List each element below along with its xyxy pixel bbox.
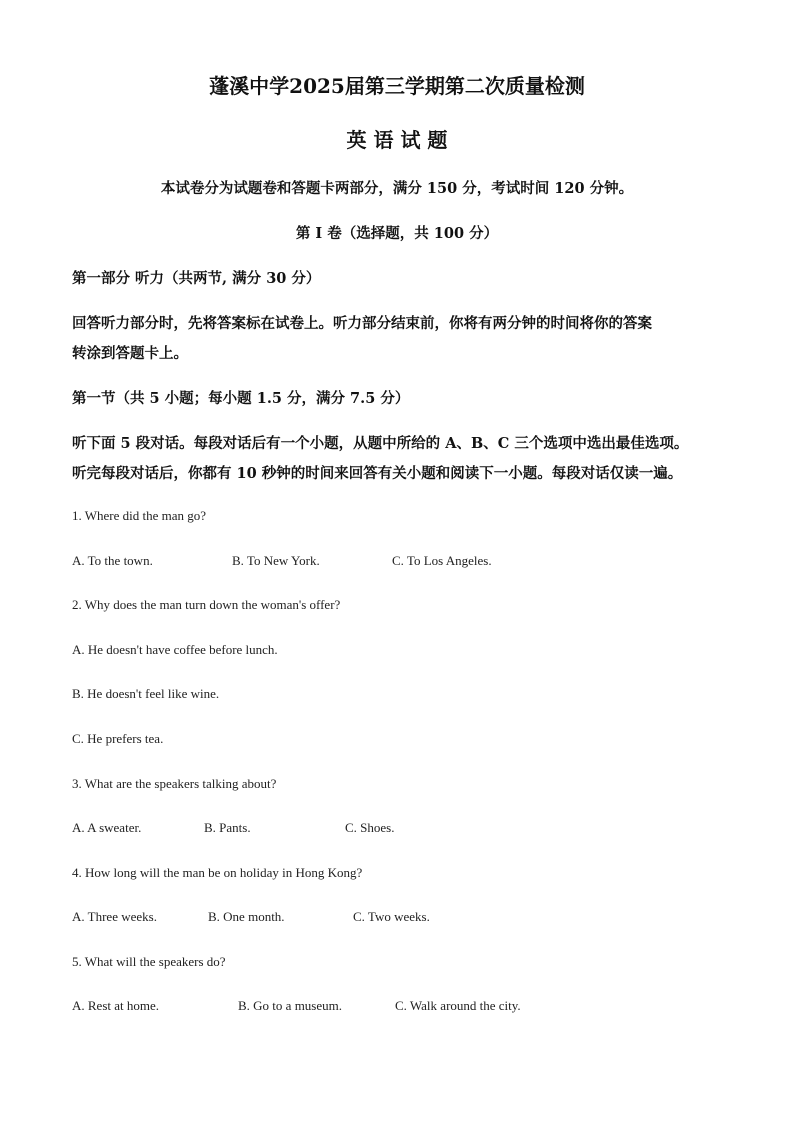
question-4-option-c[interactable]: C. Two weeks. [353, 909, 430, 924]
question-5-option-a[interactable]: A. Rest at home. [72, 998, 160, 1013]
section1-instructions-line1: 听下面 5 段对话。每段对话后有一个小题，从题中所给的 A、B、C 三个选项中选出最佳选项。 [72, 435, 689, 452]
question-1-option-a[interactable]: A. To the town. [72, 553, 153, 568]
part1-instructions-line1: 回答听力部分时，先将答案标在试卷上。听力部分结束前，你将有两分钟的时间将你的答案 [72, 315, 652, 332]
section1-instructions-line2: 听完每段对话后，你都有 10 秒钟的时间来回答有关小题和阅读下一小题。每段对话仅读一遍。 [72, 465, 683, 482]
question-1-option-c[interactable]: C. To Los Angeles. [392, 553, 492, 568]
part1-title: 第一部分 听力（共两节, 满分 30 分） [72, 270, 321, 287]
question-4-option-a[interactable]: A. Three weeks. [72, 909, 157, 924]
section1-title: 第一节（共 5 小题；每小题 1.5 分，满分 7.5 分） [72, 390, 410, 407]
exam-intro: 本试卷分为试题卷和答题卡两部分，满分 150 分，考试时间 120 分钟。 [160, 180, 634, 197]
question-1: 1. Where did the man go? [72, 508, 207, 523]
question-4-option-b[interactable]: B. One month. [208, 909, 285, 924]
question-5-option-c[interactable]: C. Walk around the city. [395, 998, 521, 1013]
question-4: 4. How long will the man be on holiday in Hong Kong? [72, 865, 363, 880]
question-5-option-b[interactable]: B. Go to a museum. [238, 998, 342, 1013]
volume-heading: 第 I 卷（选择题，共 100 分） [295, 225, 499, 242]
question-2-option-a[interactable]: A. He doesn't have coffee before lunch. [72, 642, 278, 657]
question-3-option-c[interactable]: C. Shoes. [345, 820, 395, 835]
exam-title: 蓬溪中学2025届第三学期第二次质量检测 [209, 74, 585, 98]
question-2: 2. Why does the man turn down the woman's offer? [72, 597, 341, 612]
question-5: 5. What will the speakers do? [72, 954, 226, 969]
question-3-option-b[interactable]: B. Pants. [204, 820, 251, 835]
exam-subtitle: 英 语 试 题 [346, 128, 448, 152]
question-3-option-a[interactable]: A. A sweater. [72, 820, 142, 835]
question-1-option-b[interactable]: B. To New York. [232, 553, 320, 568]
question-2-option-b[interactable]: B. He doesn't feel like wine. [72, 686, 220, 701]
question-2-option-c[interactable]: C. He prefers tea. [72, 731, 164, 746]
question-3: 3. What are the speakers talking about? [72, 776, 277, 791]
part1-instructions-line2: 转涂到答题卡上。 [72, 345, 188, 362]
